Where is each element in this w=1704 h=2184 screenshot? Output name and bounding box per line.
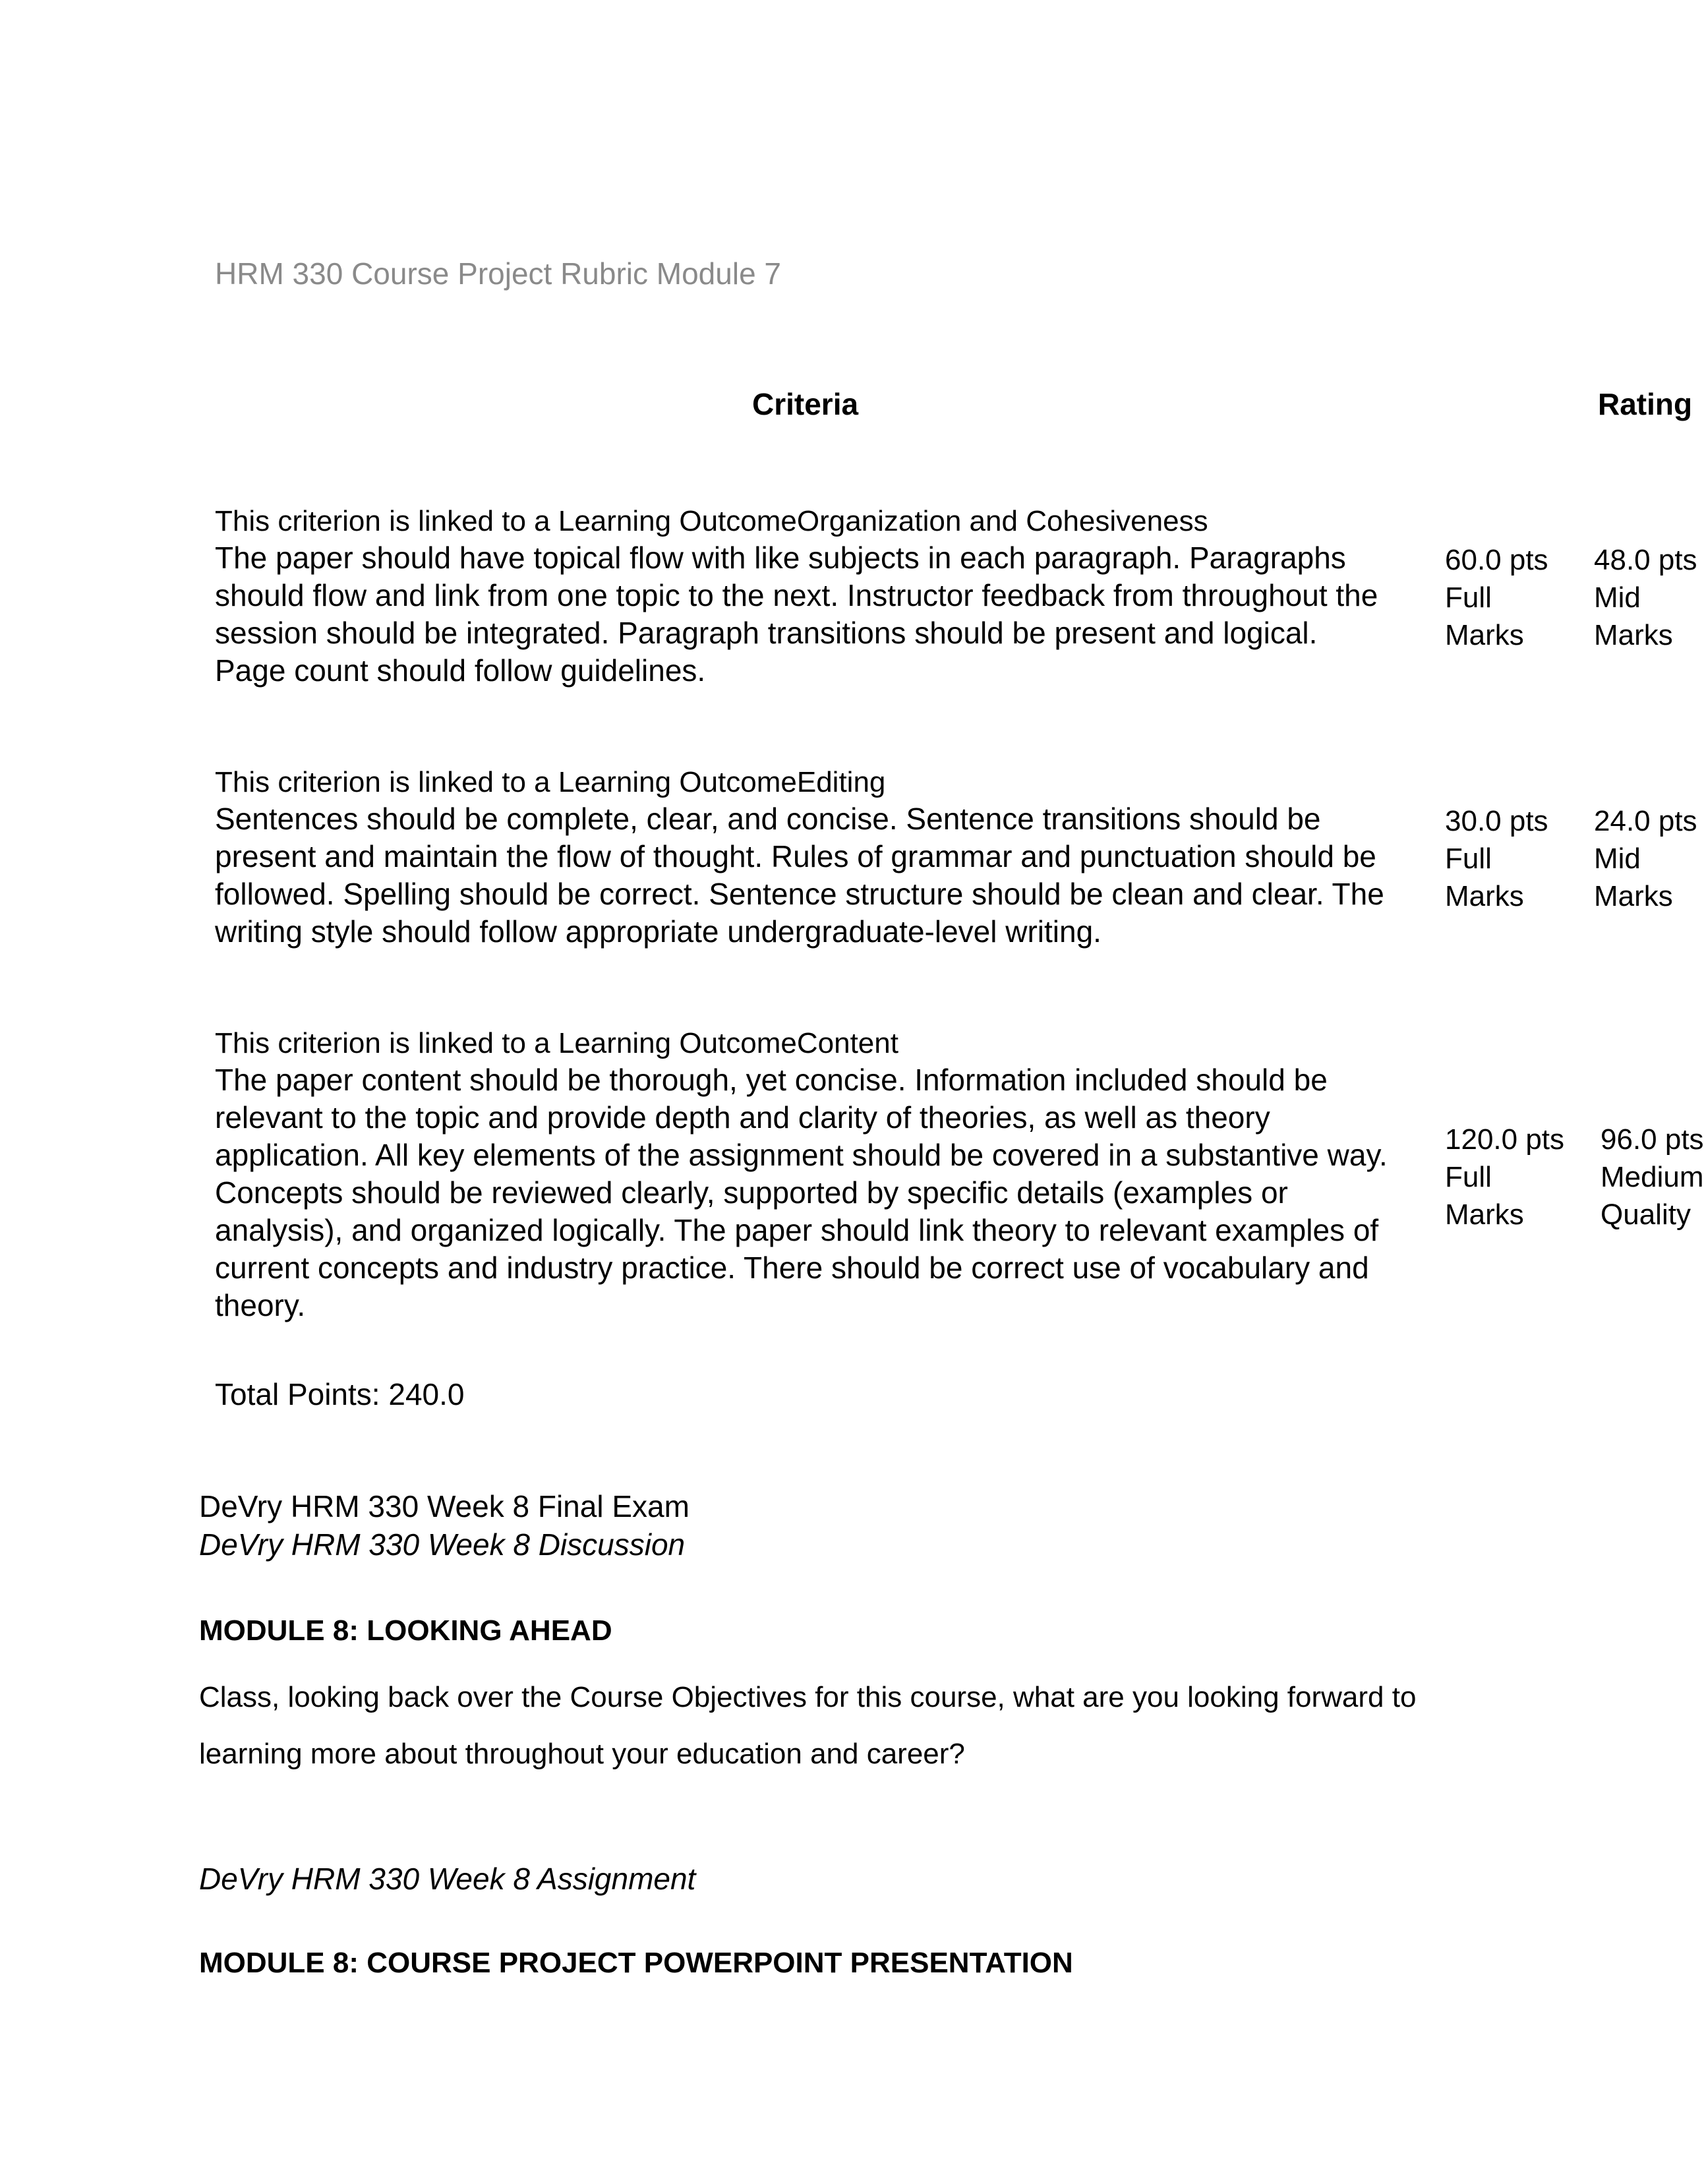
description-line: followed. Spelling should be correct. Sentence structure should be clean and clear. The bbox=[215, 877, 1384, 911]
looking-ahead-heading: MODULE 8: LOOKING AHEAD bbox=[199, 1614, 612, 1647]
rating-label: Marks bbox=[1445, 880, 1524, 912]
criterion-header: This criterion is linked to a Learning OutcomeEditing bbox=[215, 766, 886, 798]
rating-full bbox=[1445, 541, 1548, 654]
description-line: current concepts and industry practice. There should be correct use of vocabulary and bbox=[215, 1251, 1369, 1285]
description-line: Sentences should be complete, clear, and concise. Sentence transitions should be bbox=[215, 802, 1321, 836]
rating-full bbox=[1445, 1121, 1564, 1233]
description-line: present and maintain the flow of thought. Rules of grammar and punctuation should be bbox=[215, 839, 1376, 873]
description-line: theory. bbox=[215, 1288, 306, 1322]
description-line: analysis), and organized logically. The paper should link theory to relevant examples of bbox=[215, 1213, 1379, 1247]
rating-label: Full bbox=[1445, 1161, 1492, 1193]
description-line: writing style should follow appropriate undergraduate-level writing. bbox=[215, 914, 1102, 949]
rating-medium bbox=[1601, 1121, 1704, 1233]
rating-label: Full bbox=[1445, 581, 1492, 614]
rating-label: Marks bbox=[1445, 1198, 1524, 1231]
criterion-description bbox=[215, 1061, 1388, 1324]
rating-points: 96.0 pts bbox=[1601, 1123, 1704, 1156]
criterion-header: This criterion is linked to a Learning OutcomeOrganization and Cohesiveness bbox=[215, 505, 1208, 537]
rating-label: Mid bbox=[1594, 842, 1641, 875]
ratings-column-header: Rating bbox=[1598, 387, 1693, 421]
rating-label: Full bbox=[1445, 842, 1492, 875]
rating-label: Marks bbox=[1594, 880, 1673, 912]
description-line: session should be integrated. Paragraph transitions should be present and logical. bbox=[215, 616, 1318, 650]
description-line: relevant to the topic and provide depth and clarity of theories, as well as theory bbox=[215, 1100, 1270, 1135]
rating-label: Marks bbox=[1594, 619, 1673, 651]
rating-mid bbox=[1594, 802, 1697, 915]
paragraph-line: Class, looking back over the Course Objectives for this course, what are you looking forward to bbox=[199, 1681, 1417, 1713]
criteria-column-header: Criteria bbox=[752, 387, 859, 421]
rating-full bbox=[1445, 802, 1548, 915]
rating-points: 60.0 pts bbox=[1445, 544, 1548, 576]
final-exam-link[interactable]: DeVry HRM 330 Week 8 Final Exam bbox=[199, 1489, 690, 1523]
discussion-link[interactable]: DeVry HRM 330 Week 8 Discussion bbox=[199, 1527, 686, 1562]
description-line: Page count should follow guidelines. bbox=[215, 653, 706, 688]
rating-points: 24.0 pts bbox=[1594, 805, 1697, 837]
rating-points: 120.0 pts bbox=[1445, 1123, 1565, 1156]
description-line: The paper should have topical flow with like subjects in each paragraph. Paragraphs bbox=[215, 541, 1346, 575]
total-points: Total Points: 240.0 bbox=[215, 1377, 465, 1411]
rating-label: Mid bbox=[1594, 581, 1641, 614]
rating-points: 30.0 pts bbox=[1445, 805, 1548, 837]
course-project-heading: MODULE 8: COURSE PROJECT POWERPOINT PRESENTATION bbox=[199, 1947, 1073, 1979]
criterion-header: This criterion is linked to a Learning OutcomeContent bbox=[215, 1027, 898, 1059]
rating-mid bbox=[1594, 541, 1697, 654]
rating-label: Quality bbox=[1601, 1198, 1691, 1231]
paragraph-line: learning more about throughout your education and career? bbox=[199, 1738, 965, 1770]
criterion-description bbox=[215, 800, 1384, 951]
assignment-link[interactable]: DeVry HRM 330 Week 8 Assignment bbox=[199, 1862, 696, 1896]
document-title: HRM 330 Course Project Rubric Module 7 bbox=[215, 256, 782, 291]
description-line: The paper content should be thorough, yet concise. Information included should be bbox=[215, 1063, 1328, 1097]
rating-points: 48.0 pts bbox=[1594, 544, 1697, 576]
criterion-description bbox=[215, 539, 1378, 690]
rating-label: Medium bbox=[1601, 1161, 1704, 1193]
looking-ahead-paragraph bbox=[199, 1669, 1416, 1783]
description-line: Concepts should be reviewed clearly, supported by specific details (examples or bbox=[215, 1175, 1288, 1210]
description-line: application. All key elements of the assignment should be covered in a substantive way. bbox=[215, 1138, 1388, 1172]
rating-label: Marks bbox=[1445, 619, 1524, 651]
description-line: should flow and link from one topic to the next. Instructor feedback from throughout the bbox=[215, 578, 1378, 612]
